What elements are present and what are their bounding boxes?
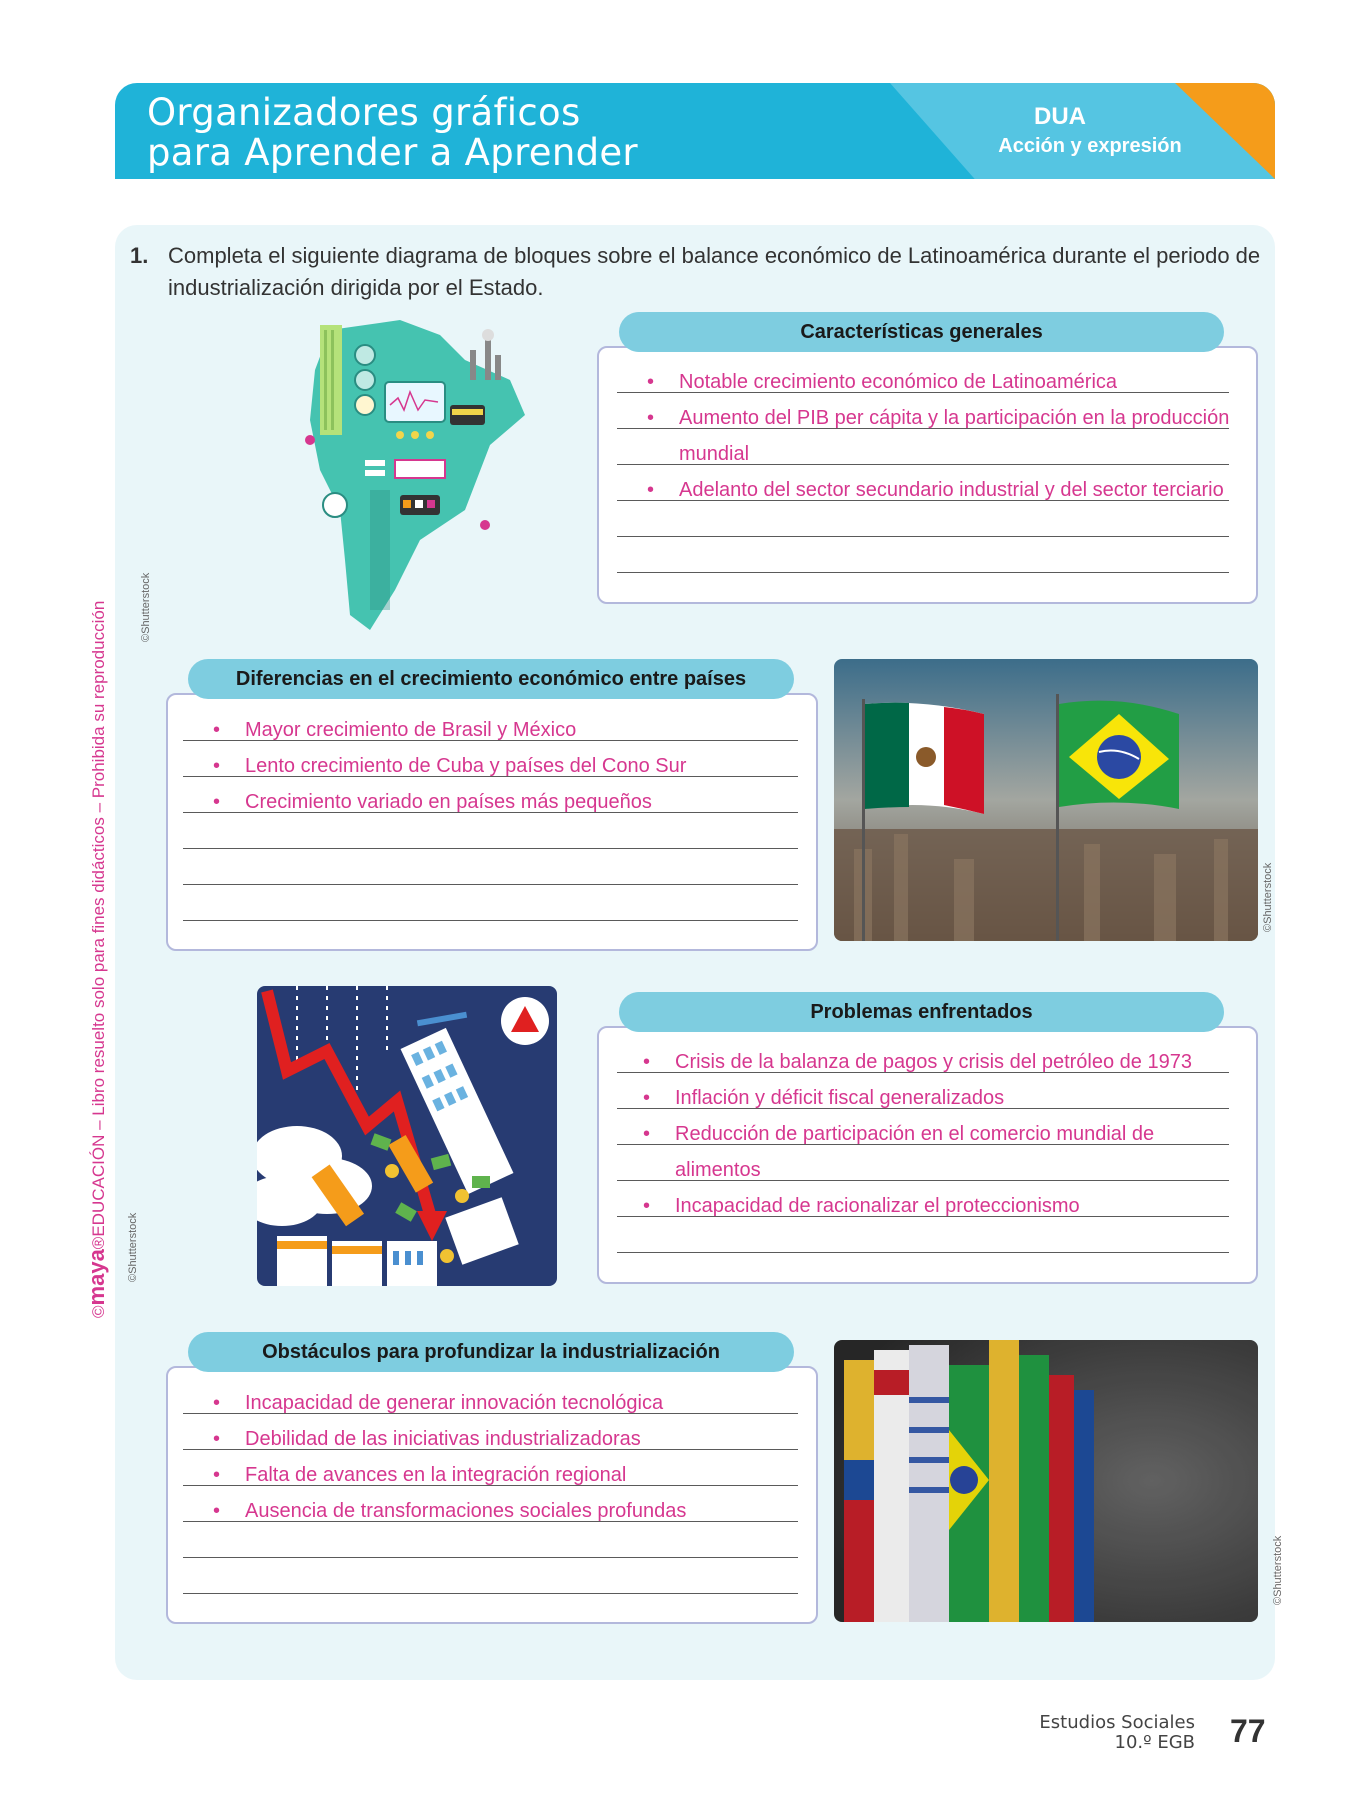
- south-america-illustration: [290, 310, 540, 640]
- answer-line: [617, 1217, 1229, 1253]
- brand-logo: maya: [84, 1249, 109, 1306]
- page-title-line1: Organizadores gráficos: [147, 91, 581, 134]
- footer-subject-name: Estudios Sociales: [1039, 1712, 1195, 1733]
- footer-grade: 10.º EGB: [1114, 1732, 1195, 1753]
- dua-badge: DUA: [1034, 103, 1086, 130]
- question-text: Completa el siguiente diagrama de bloques sobre el balance económico de Latinoamérica durante el periodo de industrialización dirigida por el Estado.: [168, 243, 1261, 300]
- photo-credit: ©Shutterstock: [127, 1212, 139, 1282]
- economic-crisis-illustration: [257, 986, 557, 1286]
- question-number: 1.: [130, 243, 149, 268]
- diferencias-lines: • Mayor crecimiento de Brasil y México • Lento crecimiento de Cuba y países del Cono Sur • Crecimiento variado en países más pequeños: [183, 705, 798, 935]
- answer-line: [183, 813, 798, 849]
- copyright-mark: ©: [89, 1305, 108, 1318]
- photo-credit: ©Shutterstock: [1272, 1535, 1284, 1605]
- photo-credit: ©Shutterstock: [140, 572, 152, 642]
- page-title: [147, 93, 638, 173]
- answer-line: [183, 885, 798, 921]
- problemas-lines: • Crisis de la balanza de pagos y crisis del petróleo de 1973 • Inflación y déficit fiscal generalizados • Reducción de participación en el comercio mundial de alimentos • Incapacidad de racionalizar el proteccionismo: [617, 1037, 1229, 1267]
- caracteristicas-lines: • Notable crecimiento económico de Latinoamérica • Aumento del PIB per cápita y la participación en la producción mundial • Adelanto del sector secundario industrial y del sector terciario: [617, 357, 1229, 587]
- dua-subtitle: Acción y expresión: [998, 135, 1182, 157]
- answer-line: [183, 849, 798, 885]
- page-title-line2: para Aprender a Aprender: [147, 131, 638, 174]
- side-notice-text: EDUCACIÓN – Libro resuelto solo para fines didácticos – Prohibida su reproducción: [89, 600, 108, 1237]
- diferencias-title: Diferencias en el crecimiento económico entre países: [188, 659, 794, 699]
- photo-credit: ©Shutterstock: [1262, 862, 1274, 932]
- page-number: 77: [1230, 1713, 1266, 1749]
- answer-line: [183, 1522, 798, 1558]
- registered-mark: ®: [89, 1236, 108, 1250]
- problemas-title: Problemas enfrentados: [619, 992, 1224, 1032]
- caracteristicas-title: Características generales: [619, 312, 1224, 352]
- side-notice: [84, 601, 110, 1318]
- footer-subject: [1039, 1713, 1195, 1753]
- header-banner: [115, 83, 1275, 179]
- obstaculos-title: Obstáculos para profundizar la industrialización: [188, 1332, 794, 1372]
- obstaculos-lines: • Incapacidad de generar innovación tecnológica • Debilidad de las iniciativas industrializadoras • Falta de avances en la integración regional • Ausencia de transformaciones sociales profundas: [183, 1378, 798, 1608]
- latin-american-flags-photo: [834, 1340, 1258, 1622]
- mexico-brazil-flags-photo: [834, 659, 1258, 941]
- answer-line: [617, 501, 1229, 537]
- answer-line: [183, 1558, 798, 1594]
- answer-line: [617, 537, 1229, 573]
